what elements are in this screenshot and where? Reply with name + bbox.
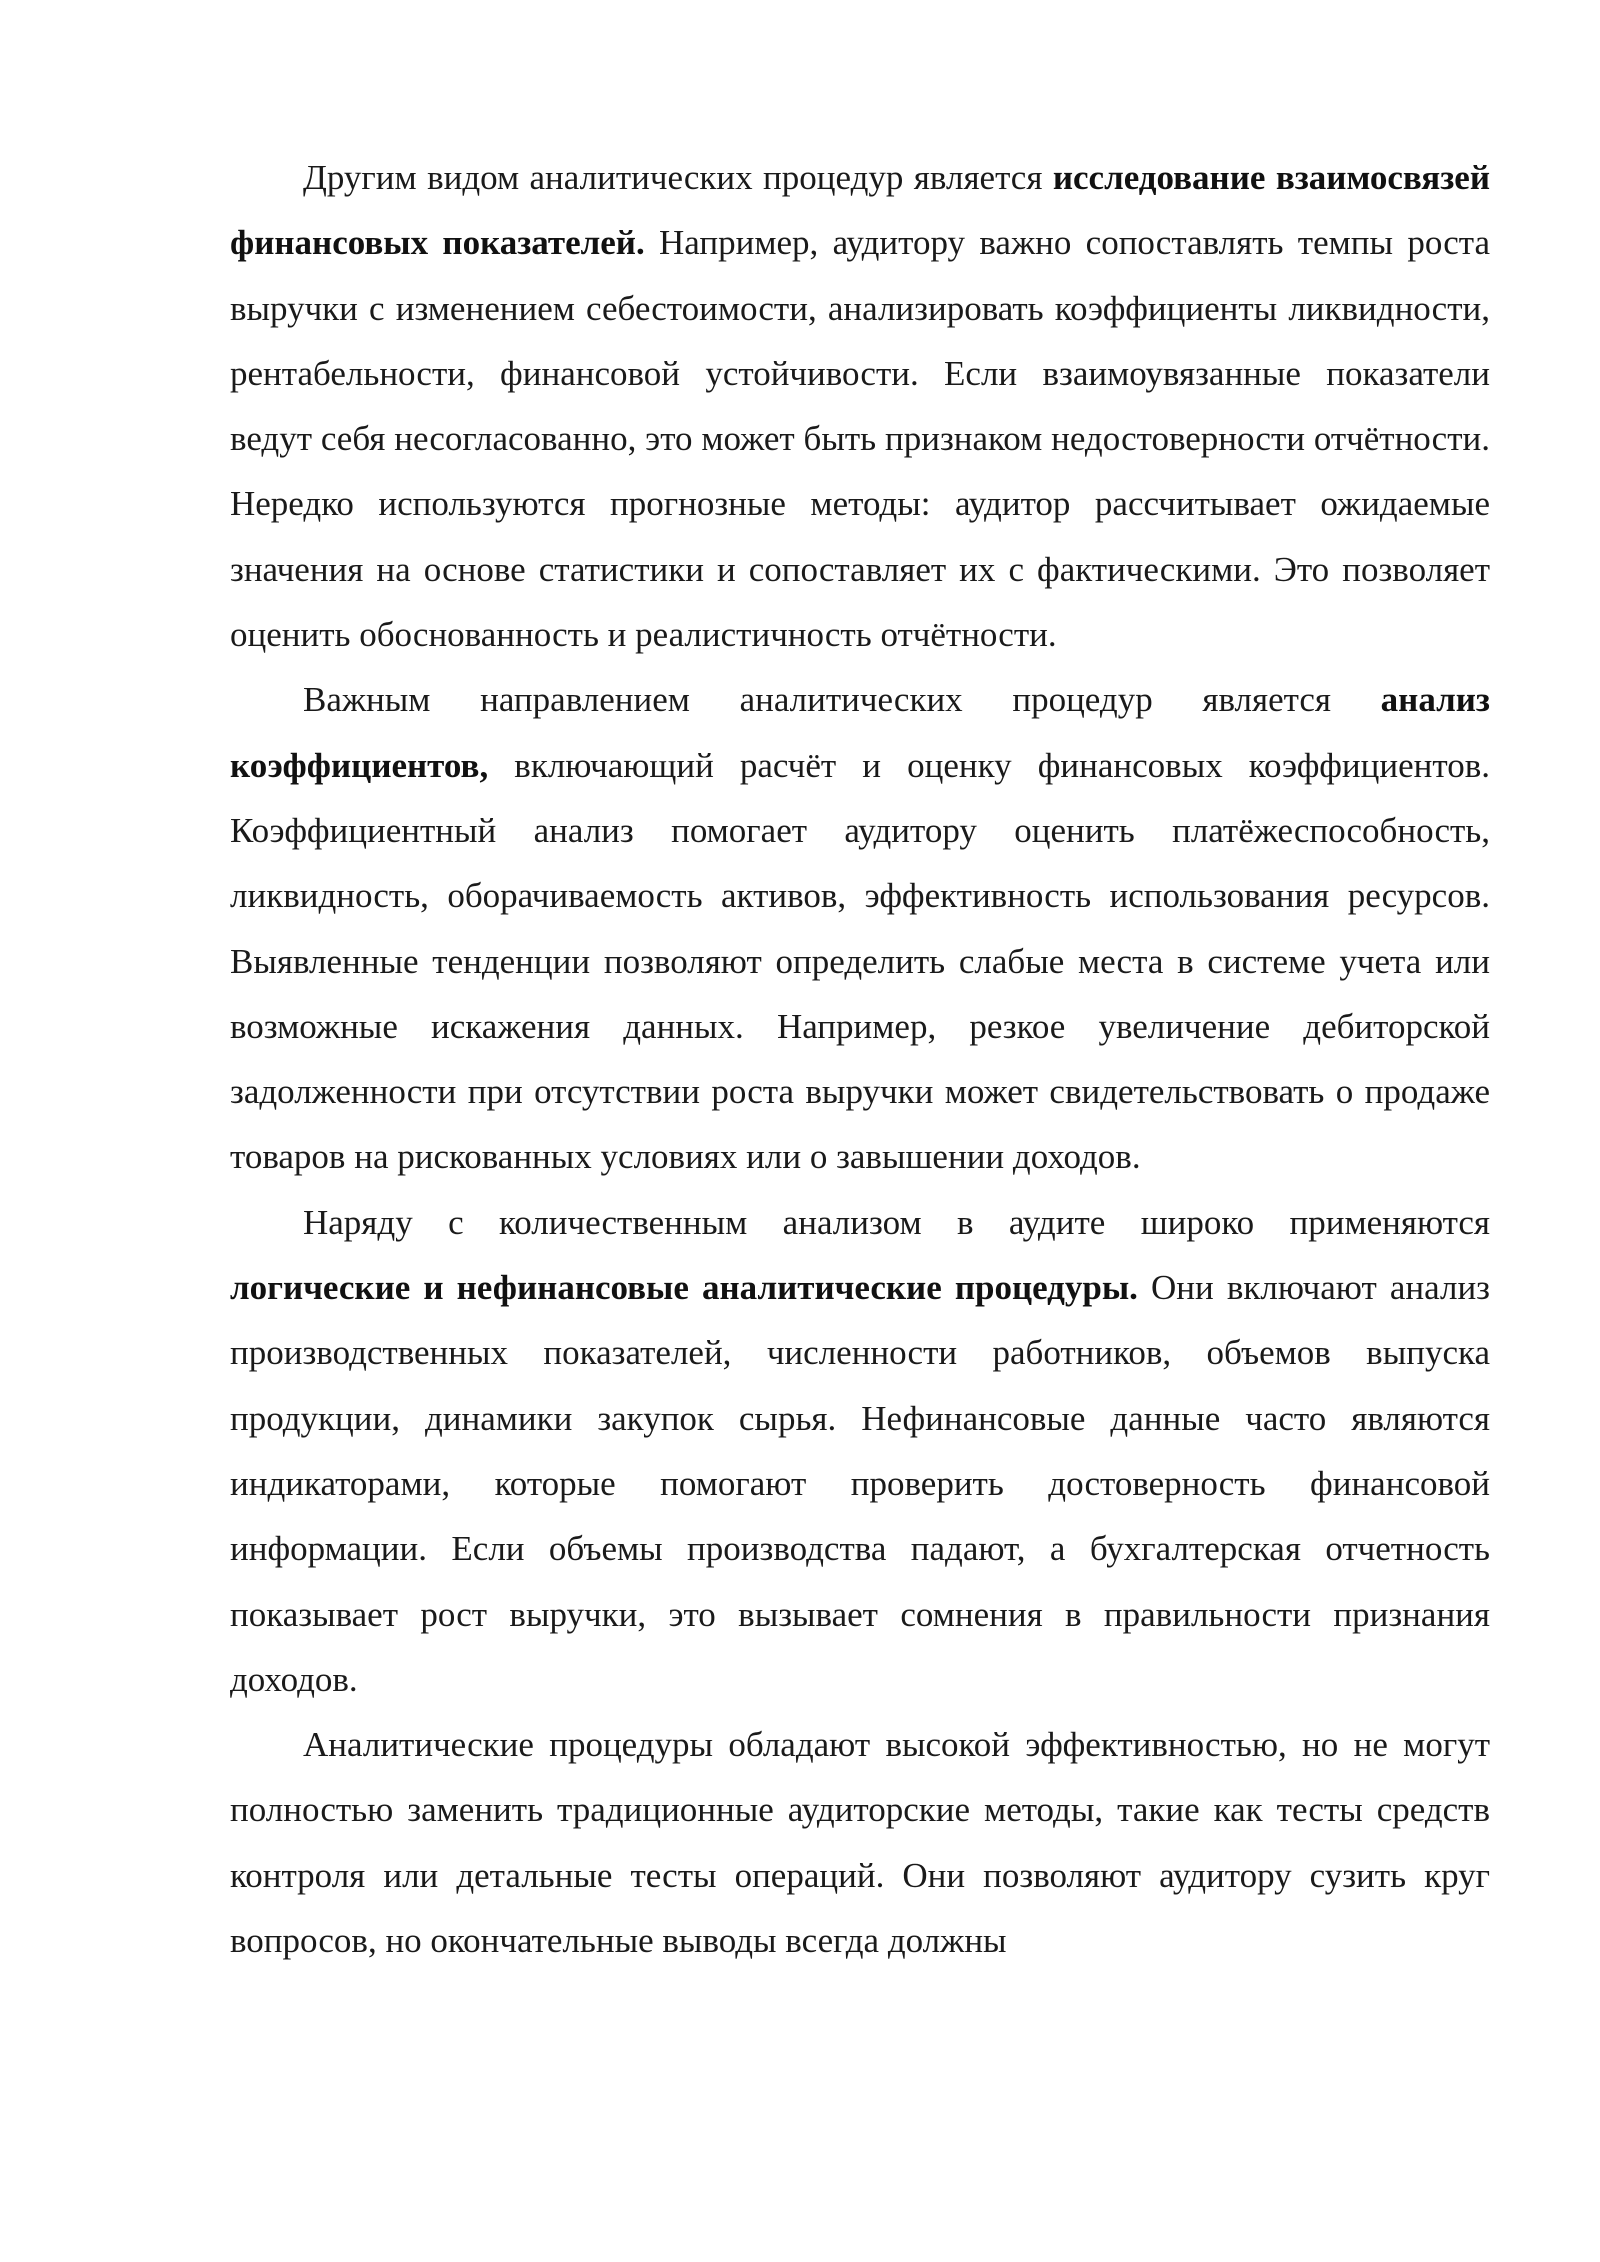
paragraph-text: Аналитические процедуры обладают высокой эффективностью, но не могут полностью заменить традиционные аудиторские методы, такие как тесты средств контроля или детальные тесты операций. Они позволяют аудитору сузить круг вопросов, но окончательные выводы всегда должны	[230, 1725, 1490, 1961]
paragraph-text: Они включают анализ производственных показателей, численности работников, объемов выпуска продукции, динамики закупок сырья. Нефинансовые данные часто являются индикаторами, которые помогают проверить достоверность финансовой информации. Если объемы производства падают, а бухгалтерская отчетность показывает рост выручки, это вызывает сомнения в правильности признания доходов.	[230, 1268, 1490, 1699]
bold-term: логические и нефинансовые аналитические процедуры.	[230, 1268, 1138, 1308]
paragraph-3	[230, 1190, 1490, 1712]
paragraph-2	[230, 667, 1490, 1189]
paragraph-text: Например, аудитору важно сопоставлять темпы роста выручки с изменением себестоимости, анализировать коэффициенты ликвидности, рентабельности, финансовой устойчивости. Если взаимоувязанные показатели ведут себя несогласованно, это может быть признаком недостоверности отчётности. Нередко используются прогнозные методы: аудитор рассчитывает ожидаемые значения на основе статистики и сопоставляет их с фактическими. Это позволяет оценить обоснованность и реалистичность отчётности.	[230, 223, 1490, 655]
paragraph-1	[230, 145, 1490, 667]
paragraph-text: Другим видом аналитических процедур является	[303, 158, 1053, 197]
bold-term: исследование взаимосвязей финансовых показателей.	[230, 158, 1491, 263]
document-page	[230, 145, 1490, 1973]
paragraph-text: Наряду с количественным анализом в аудите широко применяются	[303, 1202, 1490, 1242]
bold-term: анализ коэффициентов,	[230, 680, 1490, 785]
paragraph-text: включающий расчёт и оценку финансовых коэффициентов. Коэффициентный анализ помогает аудитору оценить платёжеспособность, ликвидность, оборачиваемость активов, эффективность использования ресурсов. Выявленные тенденции позволяют определить слабые места в системе учета или возможные искажения данных. Например, резкое увеличение дебиторской задолженности при отсутствии роста выручки может свидетельствовать о продаже товаров на рискованных условиях или о завышении доходов.	[230, 745, 1490, 1177]
paragraph-text: Важным направлением аналитических процедур является	[303, 680, 1381, 720]
paragraph-4	[230, 1712, 1490, 1973]
